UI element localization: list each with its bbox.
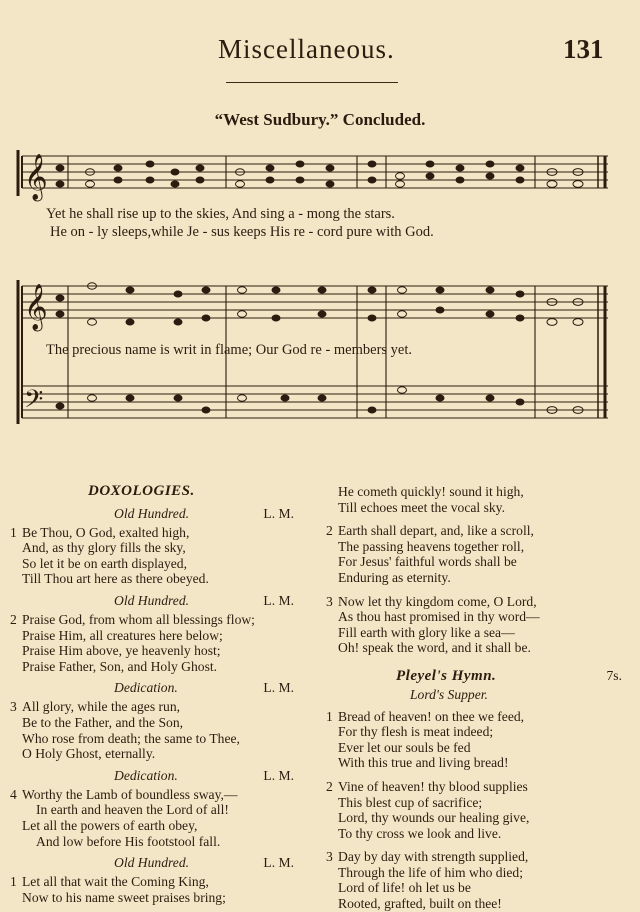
tune-name: Old Hundred. L. M. <box>114 505 294 521</box>
hymn-line: To thy cross we look and live. <box>338 825 502 841</box>
hymn-line: Let all the powers of earth obey, <box>22 817 198 833</box>
hymn-line: Till echoes meet the vocal sky. <box>338 499 505 515</box>
hymn-line: In earth and heaven the Lord of all! <box>36 802 229 818</box>
hymn-line: This blest cup of sacrifice; <box>338 794 483 810</box>
hymn-line: And low before His footstool fall. <box>36 833 221 849</box>
hymn-line: 1 Be Thou, O God, exalted high, <box>10 524 190 540</box>
hymn-line: With this true and living bread! <box>338 755 509 771</box>
hymn-line: For thy flesh is meat indeed; <box>338 724 494 740</box>
tune-name: Dedication. L. M. <box>114 680 294 696</box>
hymn-line: Ever let our souls be fed <box>338 739 471 755</box>
hymn-line: Praise Father, Son, and Holy Ghost. <box>22 658 218 674</box>
hymn-line: The passing heavens together roll, <box>338 538 525 554</box>
hymn-line: Lord of life! oh let us be <box>338 880 471 896</box>
treble-clef-icon: 𝄞 <box>24 284 48 330</box>
hymn-line: Till Thou art here as there obeyed. <box>22 571 209 587</box>
hymn-line: Rooted, grafted, built on thee! <box>338 896 502 912</box>
hymn-line: 4 Worthy the Lamb of boundless sway,— <box>10 786 238 802</box>
tune-name: Old Hundred. L. M. <box>114 592 294 608</box>
hymn-line: Enduring as eternity. <box>338 569 451 585</box>
lyric-line-2: He on - ly sleeps,while Je - sus keeps His re - cord pure with God. <box>50 224 434 240</box>
hymn-line: 3 All glory, while the ages run, <box>10 699 181 715</box>
hymn-line: 2 Vine of heaven! thy blood supplies <box>326 778 528 794</box>
right-hymn-column <box>326 484 626 912</box>
running-title: Miscellaneous. <box>218 34 395 64</box>
hymn-line: 1 Bread of heaven! on thee we feed, <box>326 708 525 724</box>
hymn-line: He cometh quickly! sound it high, <box>338 484 524 499</box>
hymn-line: 3 Day by day with strength supplied, <box>326 849 529 865</box>
hymn-line: 2 Praise God, from whom all blessings flow; <box>10 611 255 627</box>
hymn-line: 2 Earth shall depart, and, like a scroll, <box>326 523 534 539</box>
hymn-line: Now to his name sweet praises bring; <box>22 889 226 905</box>
hymn-line: Fill earth with glory like a sea— <box>338 624 515 640</box>
lyric-line-1: Yet he shall rise up to the skies, And sing a - mong the stars. <box>46 206 395 222</box>
pleyel-subtitle: Lord's Supper. <box>410 686 488 702</box>
hymn-line: Be to the Father, and the Son, <box>22 714 184 730</box>
hymn-line: Through the life of him who died; <box>338 864 523 880</box>
hymn-line: 1 Let all that wait the Coming King, <box>10 874 209 890</box>
hymn-line: Praise Him, all creatures here below; <box>22 627 223 643</box>
section-title: DOXOLOGIES. <box>88 483 195 499</box>
hymn-line: Praise Him above, ye heavenly host; <box>22 643 221 659</box>
tune-name: Old Hundred. L. M. <box>114 855 294 871</box>
hymn-line: Lord, thy wounds our healing give, <box>338 810 530 826</box>
pleyel-heading: Pleyel's Hymn. 7s. <box>396 667 622 684</box>
notes-system-1 <box>56 161 583 187</box>
lyric-line-3: The precious name is writ in flame; Our God re - members yet. <box>46 342 413 358</box>
hymn-line: And, as thy glory fills the sky, <box>22 540 186 556</box>
hymn-line: O Holy Ghost, eternally. <box>22 746 156 762</box>
hymn-line: As thou hast promised in thy word— <box>338 609 540 625</box>
hymn-line: Who rose from death; the same to Thee, <box>22 730 240 746</box>
hymn-line: Oh! speak the word, and it shall be. <box>338 640 531 656</box>
doxologies-column <box>10 484 294 905</box>
hymn-line: 3 Now let thy kingdom come, O Lord, <box>326 593 537 609</box>
bass-clef-icon: 𝄢 <box>24 385 44 420</box>
tune-name: Dedication. L. M. <box>114 767 294 783</box>
hymn-line: So let it be on earth displayed, <box>22 555 187 571</box>
hymn-line: For Jesus' faithful words shall be <box>338 554 517 570</box>
treble-clef-icon: 𝄞 <box>24 154 48 200</box>
page-number: 131 <box>563 34 604 64</box>
tune-heading: “West Sudbury.” Concluded. <box>214 110 426 129</box>
